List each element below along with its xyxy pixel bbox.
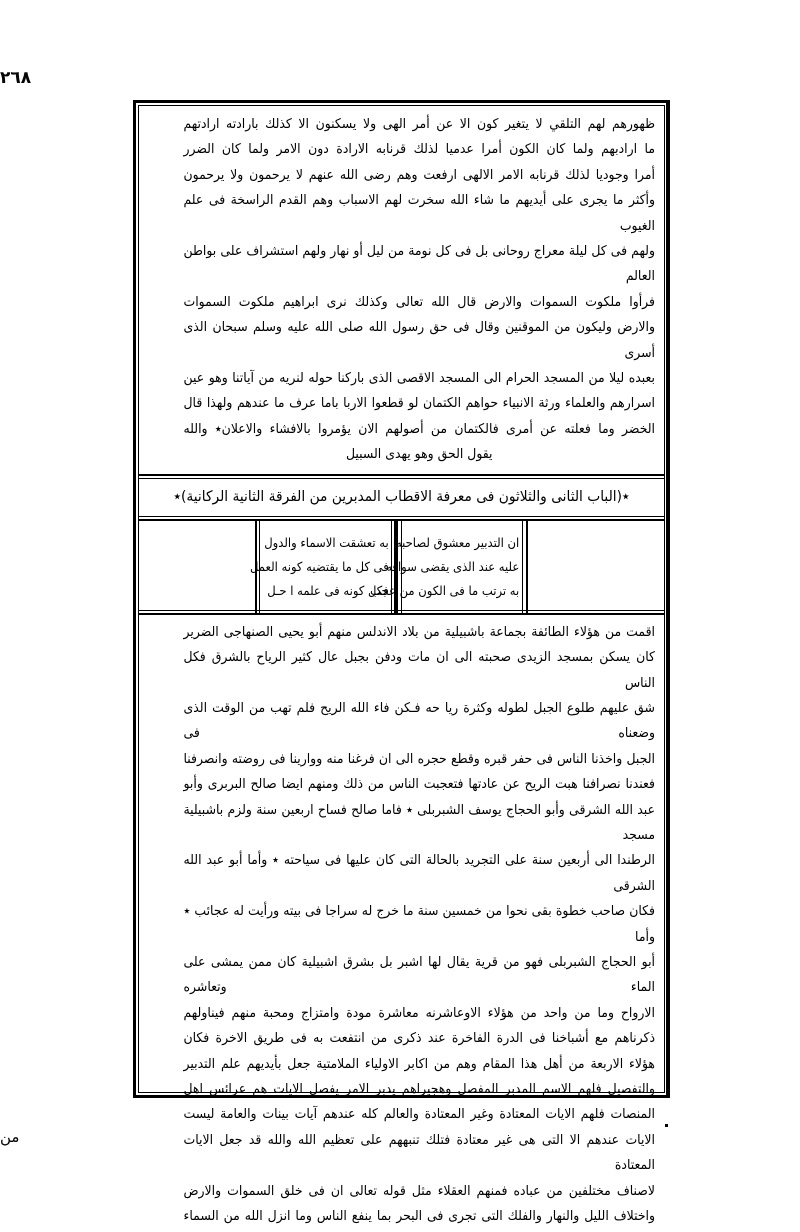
text-line: الجبل واخذنا الناس فى حفر قبره وقطع حجره الى ان فرغنا منه ووارينا فى روضته وانصرفنا (183, 751, 655, 767)
text-line: والتفصيل فلهم الاسم المدبر المفصل وهجيراهم يدبر الامر يفصل الايات هم عرائس اهل (183, 1082, 655, 1097)
text-line: أمرا وجوديا لذلك قرنابه الامر الالهى ارفعت وهم رضى الله عنهم لا يرحمون ولا يرحمون (183, 167, 655, 183)
text-line: الرطندا الى أربعين سنة على التجريد بالحالة التى كان عليها فى سياحته ٭ وأما أبو عبد الله الشرقى (183, 853, 655, 894)
page-border-frame (133, 100, 670, 1225)
text-line: شق عليهم طلوع الجبل لطوله وكثرة ريا حه فـكن فاء الله الريح فلم تهب من الوقت الذى وضعناه فى (183, 700, 655, 742)
text-line: بعبده ليلا من المسجد الحرام الى المسجد الاقصى الذى باركنا حوله لنريه من آياتنا وهو عين (183, 371, 655, 387)
text-line: والارض وليكون من الموقنين وقال فى حق رسول الله صلى الله عليه وسلم سبحان الذى أسرى (183, 320, 655, 361)
corner-ink-dot (665, 1124, 668, 1127)
top-text-block (139, 106, 664, 471)
poem-line: فى كل ما يقتضيه كونه العمل (249, 558, 389, 574)
text-line: لاصناف مختلفين من عباده فمنهم العقلاء مثل قوله تعالى ان فى خلق السموات والارض (183, 1183, 655, 1199)
poem-table (139, 521, 664, 615)
poem-cell-blank-left (139, 521, 255, 613)
text-line: ما ارادبهم ولما كان الكون أمرا عدميا لذلك قرنابه الارادة دون الامر ولما كان الضرر (183, 142, 655, 158)
chapter-heading-text: ٭(الباب الثانى والثلاثون فى معرفة الاقطاب المدبرين من الفرقة الثانية الركانية)٭ (173, 488, 630, 505)
poem-cell-blank-right (528, 521, 665, 613)
text-line: كان يسكن بمسجد الزيدى صحبته الى ان مات ودفن بجبل عال كثير الرياح بالشرق فكل الناس (183, 650, 655, 691)
text-line: هؤلاء الاربعة من أهل هذا المقام وهم من اكابر الاولياء الملامتية جعل بأيديهم علم التدبير (183, 1056, 655, 1072)
text-line: وأكثر ما يجرى على أيديهم ما شاء الله سخرت لهم الاسباب وهم القدم الراسخة فى علم الغيوب (183, 193, 655, 234)
text-line: فعندنا نصرافنا هبت الريح عن عادتها فتعجبت الناس من ذلك ومنهم ايضا صالح البربرى وأبو (183, 777, 655, 793)
poem-line: به تعشقت الاسماء والدول (263, 534, 389, 550)
text-line: الايات عندهم الا التى هى غير معتادة فتلك تنبههم على تعظيم الله والله قد جعل الايات المعتادة (183, 1132, 655, 1174)
text-line: اقمت من هؤلاء الطائفة بجماعة باشبيلية من بلاد الاندلس منهم أبو يحيى الصنهاجى الضرير (183, 624, 655, 640)
text-line: فرأوا ملكوت السموات والارض قال الله تعالى وكذلك نرى ابراهيم ملكوت السموات (183, 294, 655, 310)
text-line: عبد الله الشرقى وأبو الحجاج يوسف الشبربلى ٭ فاما صالح فساح اربعين سنة ولزم باشبيلية مسجد (183, 802, 655, 843)
text-line: الخضر وما فعلته عن أمرى فالكتمان من أصولهم الان يؤمروا بالافشاء والاعلان٭ والله (183, 421, 655, 437)
text-line: فكان صاحب خطوة بقى نحوا من خمسين سنة ما خرج له سراجا فى بيته ورأيت له عجائب ٭ وأما (183, 904, 655, 945)
chapter-heading-rule (139, 474, 664, 521)
poem-line: به ترتب ما فى الكون من عجب (370, 582, 520, 598)
text-line: واختلاف الليل والنهار والفلك التى تجرى فى البحر بما ينفع الناس وما انزل الله من السماء (183, 1209, 655, 1225)
text-line: أبو الحجاج الشبربلى فهو من قرية يقال لها اشبر بل بشرق اشبيلية كان ممن يمشى على الماء وتعاشره (183, 954, 655, 996)
page-inner-frame (138, 105, 665, 1225)
text-line: الارواح وما من واحد من هؤلاء الاوعاشرنه معاشرة مودة وامتزاج ومحبة منهم فيناولهم (183, 1005, 655, 1021)
page-number: ٢٦٨ (0, 68, 32, 88)
poem-cell-hemistich-left (249, 521, 397, 613)
text-line: ولهم فى كل ليلة معراج روحانى بل فى كل نومة من ليل أو نهار ولهم استشراف على بواطن العالم (183, 244, 655, 285)
poem-cell-hemistich-right (370, 521, 527, 613)
text-line: ذكرناهم مع أشباخنا فى الدرة الفاخرة عند ذكرى من انتفعت به فى طريق الاخرة فكان (183, 1031, 655, 1047)
text-line: المنصات فلهم الايات المعتادة وغير المعتادة والعالم كله عندهم آيات بينات والعامة ليست (183, 1107, 655, 1123)
text-line: يقول الحق وهو يهدى السبيل (345, 447, 493, 463)
poem-line: ان التدبير معشوق لصاحبه (396, 534, 520, 550)
poem-line: عليه عند الذى يقضى سوافه (386, 558, 520, 574)
text-line: اسرارهم والعلماء ورثة الانبياء حواهم الكتمان لو قطعوا الاربا باما عرف ما عندهم ولهذا قال (183, 396, 655, 412)
text-line: ظهورهم لهم التلقي لا يتغير كون الا عن أمر الهى ولا يسكنون الا كذلك بارادته ارادتهم (183, 117, 655, 132)
poem-line: فكل كونه فى علمه ا حـل (266, 582, 389, 598)
catchword: من (0, 1128, 20, 1146)
